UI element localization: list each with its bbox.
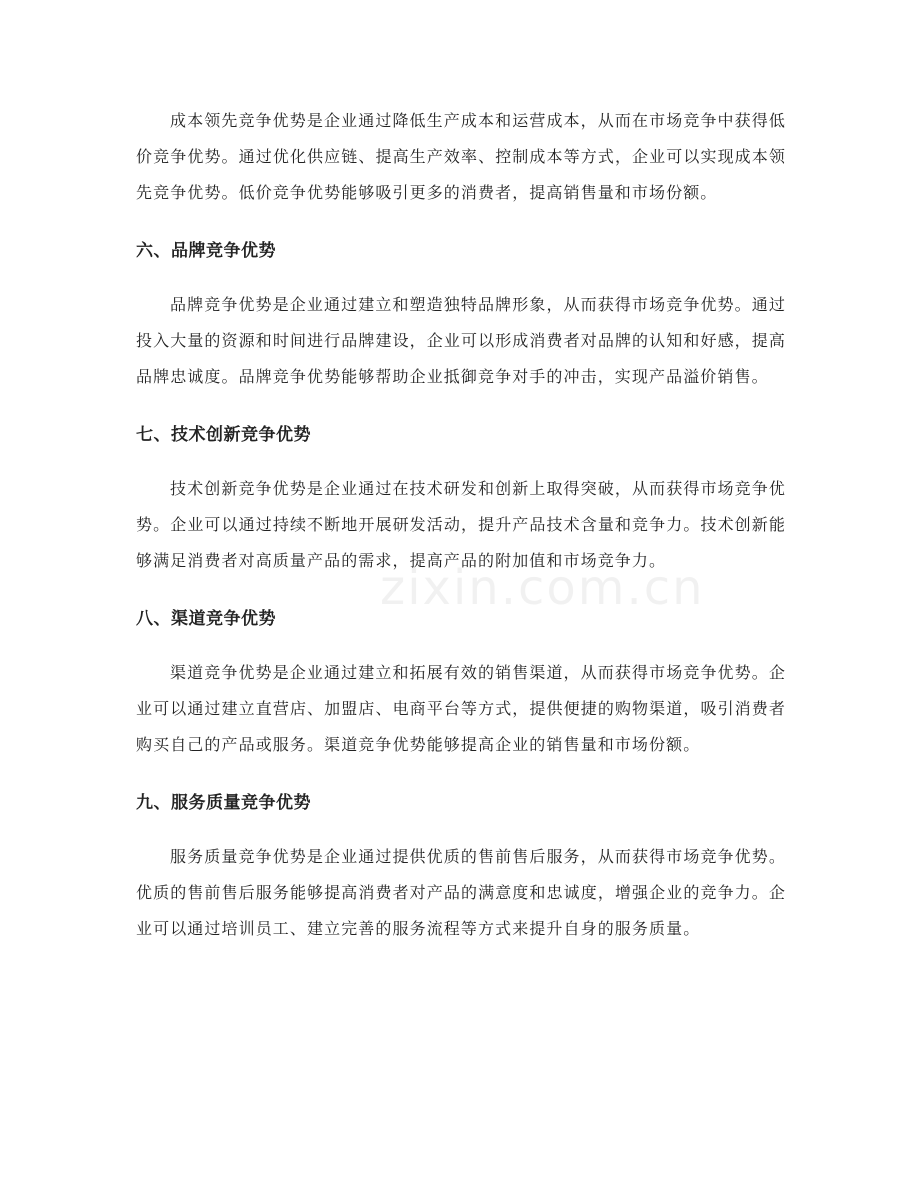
heading-brand: 六、品牌竞争优势 — [136, 241, 276, 261]
document-content — [136, 103, 786, 947]
heading-channel: 八、渠道竞争优势 — [136, 609, 276, 629]
watermark: zixin.com.cn — [380, 560, 705, 616]
paragraph-tech-innovation: 技术创新竞争优势是企业通过在技术研发和创新上取得突破，从而获得市场竞争优势。企业可以通过持续不断地开展研发活动，提升产品技术含量和竞争力。技术创新能够满足消费者对高质量产品的需求，提高产品的附加值和市场竞争力。 — [136, 479, 786, 570]
paragraph-cost-leadership: 成本领先竞争优势是企业通过降低生产成本和运营成本，从而在市场竞争中获得低价竞争优势。通过优化供应链、提高生产效率、控制成本等方式，企业可以实现成本领先竞争优势。低价竞争优势能够吸引更多的消费者，提高销售量和市场份额。 — [136, 111, 786, 202]
heading-service-quality: 九、服务质量竞争优势 — [136, 793, 311, 813]
paragraph-channel: 渠道竞争优势是企业通过建立和拓展有效的销售渠道，从而获得市场竞争优势。企业可以通过建立直营店、加盟店、电商平台等方式，提供便捷的购物渠道，吸引消费者购买自己的产品或服务。渠道竞争优势能够提高企业的销售量和市场份额。 — [136, 663, 786, 754]
heading-tech-innovation: 七、技术创新竞争优势 — [136, 425, 311, 445]
paragraph-brand: 品牌竞争优势是企业通过建立和塑造独特品牌形象，从而获得市场竞争优势。通过投入大量的资源和时间进行品牌建设，企业可以形成消费者对品牌的认知和好感，提高品牌忠诚度。品牌竞争优势能够帮助企业抵御竞争对手的冲击，实现产品溢价销售。 — [136, 295, 786, 386]
paragraph-service-quality: 服务质量竞争优势是企业通过提供优质的售前售后服务，从而获得市场竞争优势。优质的售前售后服务能够提高消费者对产品的满意度和忠诚度，增强企业的竞争力。企业可以通过培训员工、建立完善的服务流程等方式来提升自身的服务质量。 — [136, 847, 786, 938]
